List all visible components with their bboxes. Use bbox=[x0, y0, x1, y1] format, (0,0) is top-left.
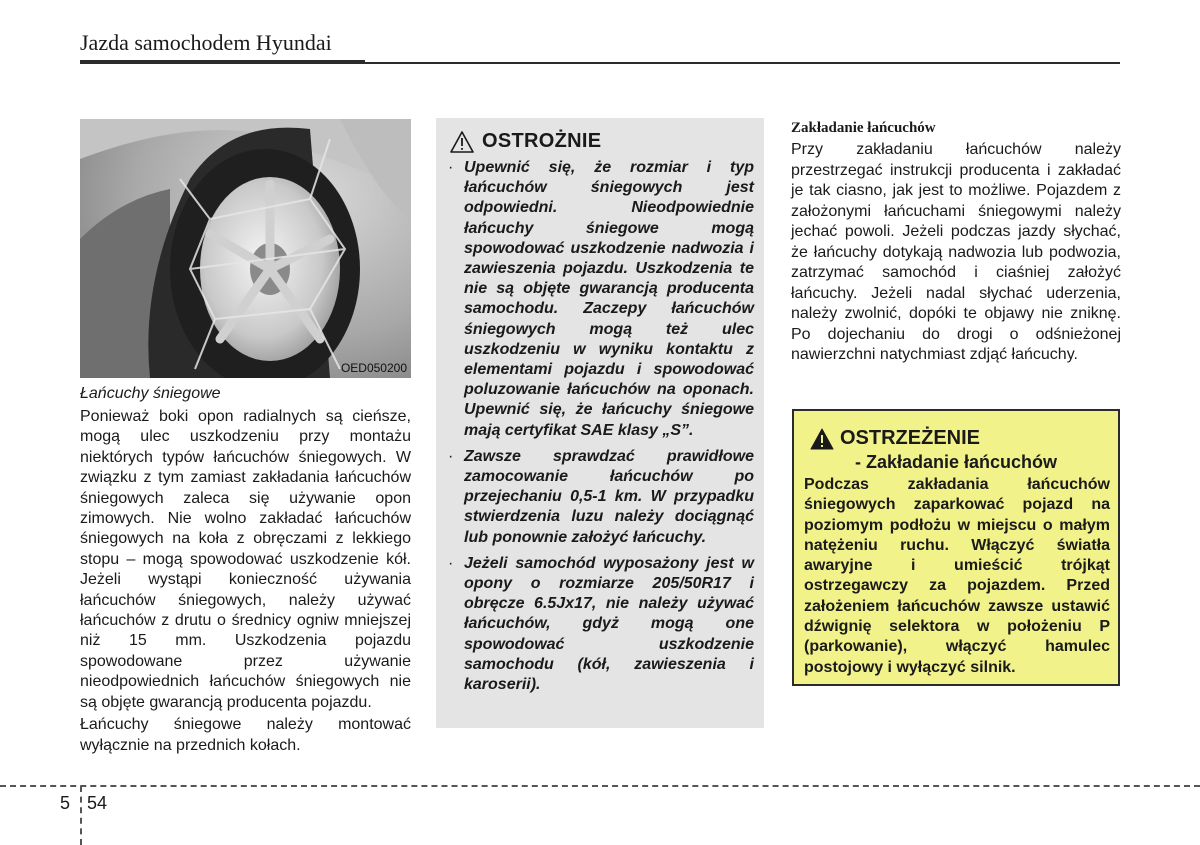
caution-item bbox=[448, 447, 754, 548]
caution-item-text: Zawsze sprawdzać prawidłowe zamocowanie łańcuchów po przejechaniu 0,5-1 km. W przypadku stwierdzenia luzu należy dociągnąć lub ponownie założyć łańcuchy. bbox=[464, 447, 754, 546]
section-heading: Zakładanie łańcuchów bbox=[791, 120, 936, 136]
wheel-illustration bbox=[80, 119, 411, 378]
caution-title: OSTROŻNIE bbox=[482, 130, 602, 152]
header-rule-thin bbox=[365, 62, 1120, 64]
page-header-title: Jazda samochodem Hyundai bbox=[80, 30, 332, 55]
caution-box bbox=[436, 118, 764, 728]
warning-box bbox=[792, 409, 1120, 686]
caution-item bbox=[448, 158, 754, 441]
footer-rule bbox=[0, 785, 1200, 787]
body-paragraph: Przy zakładaniu łańcuchów należy przestrzegać instrukcji producenta i zakładać je tak ciasno, jak jest to możliwe. Pojazdem z założonymi łańcuchami śniegowymi należy jechać powoli. Jeżeli podczas jazdy słychać, że łańcuchy dotykają nadwozia lub podwozia, zatrzymać samochód i ciaśniej założyć łańcuchy. Jeżeli nadal słychać uderzenia, należy zwolnić, dopóki te objawy nie zniknę. Po dojechaniu do drogi o odśnieżonej nawierzchni natychmiast zdjąć łańcuchy. bbox=[791, 141, 1121, 363]
warning-triangle-outline-icon bbox=[450, 131, 474, 153]
caution-header bbox=[450, 130, 601, 153]
caution-item-text: Upewnić się, że rozmiar i typ łańcuchów śniegowych jest odpowiedni. Nieodpowiednie łańcuchy śniegowe mogą spowodować uszkodzenie nadwozia i zawieszenia pojazdu. Uszkodzenia te nie są objęte gwarancją producenta samochodu. Zaczepy łańcuchów śniegowych mogą też ulec uszkodzeniu w wyniku kontaktu z elementami pojazdu i spowodować poluzowanie łańcuchów na oponach. Upewnić się, że łańcuchy śniegowe mają certyfikat SAE klasy „S”. bbox=[464, 159, 754, 439]
caution-item-text: Jeżeli samochód wyposażony jest w opony o rozmiarze 205/50R17 i obręcze 6.5Jx17, nie należy używać łańcuchów, gdyż mogą one spowodować uszkodzenie samochodu (kół, zawieszenia i karoserii). bbox=[464, 554, 754, 694]
warning-triangle-filled-icon bbox=[810, 428, 834, 450]
header-rule-thick bbox=[80, 60, 365, 64]
warning-text: Podczas zakładania łańcuchów śniegowych zaparkować pojazd na poziomym podłożu w miejscu o małym natężeniu ruchu. Włączyć światła awaryjne i umieścić trójkąt ostrzegawczy za pojazdem. Przed założeniem łańcuchów zawsze ustawić dźwignię selektora w położeniu P (parkowanie), włączyć hamulec postojowy i wyłączyć silnik. bbox=[804, 476, 1110, 676]
section-number: 5 bbox=[60, 793, 71, 813]
body-paragraph: Ponieważ boki opon radialnych są cieńsze, mogą ulec uszkodzeniu przy montażu niektórych typów łańcuchów śniegowych. W związku z tym zamiast zakładania łańcuchów śniegowych zaleca się używanie opon zimowych. Nie wolno zakładać łańcuchów śniegowych na koła z obręczami z lekkiego stopu – mogą spowodować uszkodzenie kół. Jeżeli wystąpi konieczność używania łańcuchów śniegowych, należy używać łańcuchów z drutu o średnicy ogniw mniejszej niż 15 mm. Uszkodzenia pojazdu spowodowane przez używanie nieodpowiednich łańcuchów śniegowych nie są objęte gwarancją producenta pojazdu. bbox=[80, 408, 411, 711]
right-column bbox=[791, 118, 1121, 366]
bullet-glyph: · bbox=[448, 554, 454, 572]
bullet-glyph: · bbox=[448, 447, 454, 465]
caution-item bbox=[448, 554, 754, 695]
warning-subtitle: - Zakładanie łańcuchów bbox=[854, 452, 1058, 472]
photo-code: OED050200 bbox=[340, 361, 407, 375]
warning-title: OSTRZEŻENIE bbox=[840, 427, 981, 449]
caution-list bbox=[448, 158, 754, 701]
warning-header bbox=[810, 427, 980, 450]
snow-chain-wheel-photo bbox=[80, 119, 411, 378]
bullet-glyph: · bbox=[448, 159, 454, 176]
body-paragraph: Łańcuchy śniegowe należy montować wyłącznie na przednich kołach. bbox=[80, 716, 411, 754]
left-column bbox=[80, 384, 411, 758]
page-number: 54 bbox=[87, 793, 108, 813]
footer-divider bbox=[80, 786, 82, 845]
section-subheading: Łańcuchy śniegowe bbox=[80, 385, 221, 402]
